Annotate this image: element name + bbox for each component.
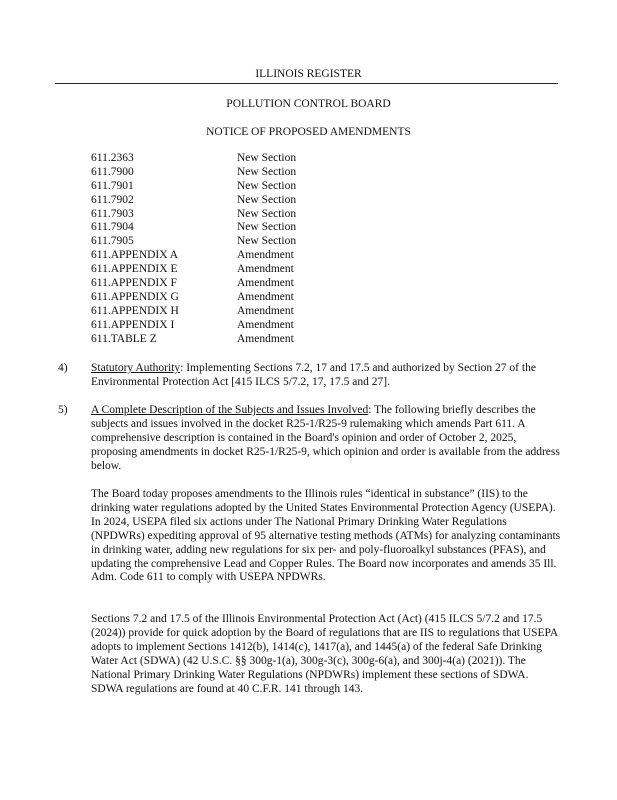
notice-title: NOTICE OF PROPOSED AMENDMENTS <box>206 126 411 138</box>
section-action: Amendment <box>237 290 294 303</box>
section-row <box>91 305 296 319</box>
section-number: 611.7904 <box>91 221 134 234</box>
item-number: 4) <box>58 362 68 374</box>
paragraph: The Board today proposes amendments to the Illinois rules “identical in substance” (IIS) to the drinking water regulations adopted by the United States Environmental Protection Agency (USEPA). In 2024, USEPA filed six actions under The National Primary Drinking Water Regulations (NPDWRs) expediting approval of 95 alternative testing methods (ATMs) for analyzing contaminants in drinking water, adding new regulations for six per- and poly-fluoroalkyl substances (PFAS), and updating the comprehensive Lead and Copper Rules. The Board now incorporates and amends 35 Ill. Adm. Code 611 to comply with USEPA NPDWRs. <box>91 488 561 584</box>
section-action: New Section <box>237 152 297 164</box>
paragraph: Sections 7.2 and 17.5 of the Illinois Environmental Protection Act (Act) (415 ILCS 5/7.2 and 17.5 (2024)) provide for quick adoption by the Board of regulations that are IIS to regulations that USEPA adopts to implement Sections 1412(b), 1414(c), 1417(a), and 1445(a) of the federal Safe Drinking Water Act (SDWA) (42 U.S.C. §§ 300g-1(a), 300g-3(c), 300g-6(a), and 300j-4(a) (2021)). The National Primary Drinking Water Regulations (NPDWRs) implement these sections of SDWA. SDWA regulations are found at 40 C.F.R. 141 through 143. <box>91 613 558 695</box>
section-action: New Section <box>237 221 297 234</box>
section-row <box>91 333 296 347</box>
section-row <box>91 208 296 222</box>
section-row <box>91 152 296 166</box>
section-row <box>91 180 296 194</box>
section-action: Amendment <box>237 263 294 276</box>
section-number: 611.APPENDIX H <box>91 304 179 317</box>
section-number: 611.7905 <box>91 235 134 248</box>
section-action: New Section <box>237 193 297 206</box>
item-heading: A Complete Description of the Subjects and Issues Involved <box>91 404 369 416</box>
section-number: 611.2363 <box>91 152 134 164</box>
section-action: New Section <box>237 179 297 192</box>
section-row <box>91 166 296 180</box>
item-body <box>91 404 561 474</box>
item-text: : Implementing Sections 7.2, 17 and 17.5 and authorized by Section 27 of the Environmental Protection Act [415 ILCS 5/7.2, 17, 17.5 and 27]. <box>91 362 536 388</box>
section-number: 611.7900 <box>91 165 134 178</box>
affected-sections-list <box>91 152 296 346</box>
section-number: 611.APPENDIX G <box>91 290 179 303</box>
section-action: New Section <box>237 165 297 178</box>
item-number: 5) <box>58 404 68 416</box>
section-number: 611.APPENDIX F <box>91 277 177 290</box>
section-number: 611.7902 <box>91 193 134 206</box>
section-row <box>91 277 296 291</box>
section-row <box>91 249 296 263</box>
section-row <box>91 194 296 208</box>
section-number: 611.APPENDIX E <box>91 263 178 276</box>
header-divider <box>55 83 558 84</box>
section-action: Amendment <box>237 318 294 331</box>
section-row <box>91 235 296 249</box>
section-action: New Section <box>237 207 297 220</box>
section-action: Amendment <box>237 304 294 317</box>
item-body <box>91 362 561 390</box>
section-action: Amendment <box>237 249 294 262</box>
section-action: Amendment <box>237 277 294 290</box>
board-name: POLLUTION CONTROL BOARD <box>226 98 391 110</box>
section-number: 611.7903 <box>91 207 134 220</box>
section-action: Amendment <box>237 332 294 345</box>
section-number: 611.TABLE Z <box>91 332 157 345</box>
item-text: : The following briefly describes the subjects and issues involved in the docket R25-1/R25-9 rulemaking which amends Part 611. A comprehensive description is contained in the Board's opinion and order of October 2, 2025, proposing amendments in docket R25-1/R25-9, which opinion and order is available from the address below. <box>91 404 560 472</box>
section-number: 611.APPENDIX A <box>91 249 179 262</box>
register-title: ILLINOIS REGISTER <box>255 68 362 80</box>
section-row <box>91 221 296 235</box>
section-number: 611.7901 <box>91 179 134 192</box>
section-row <box>91 319 296 333</box>
section-number: 611.APPENDIX I <box>91 318 175 331</box>
section-row <box>91 291 296 305</box>
section-row <box>91 263 296 277</box>
item-heading: Statutory Authority <box>91 362 181 374</box>
section-action: New Section <box>237 235 297 248</box>
